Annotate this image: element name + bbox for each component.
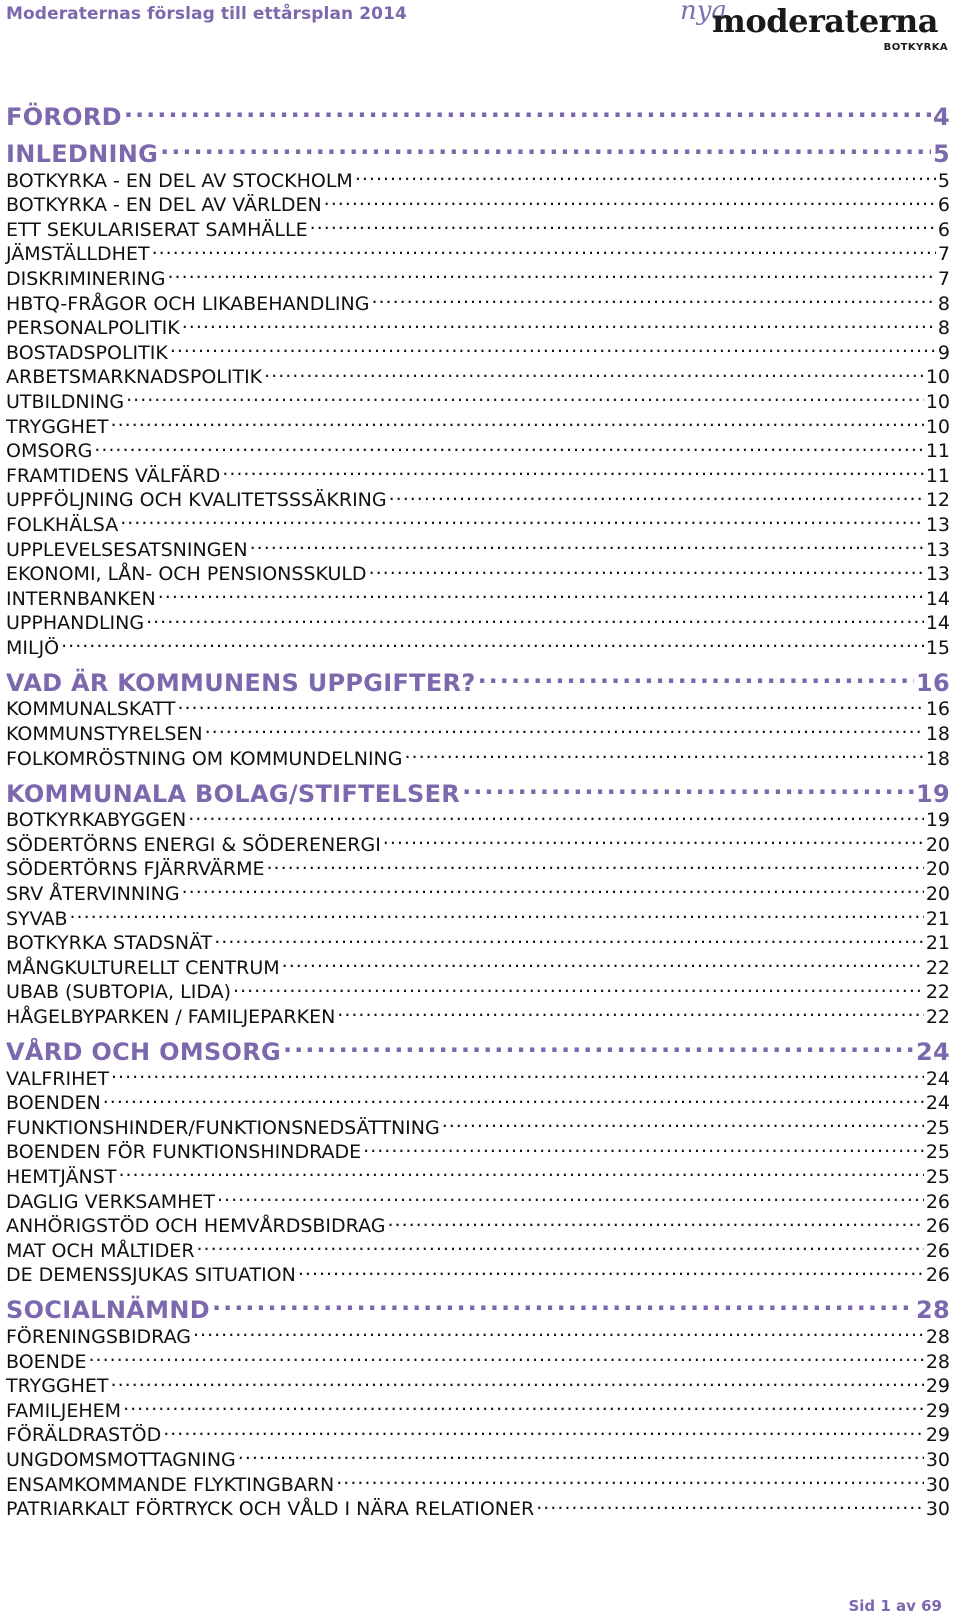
toc-dot-leader bbox=[369, 556, 924, 581]
toc-entry-page: 28 bbox=[925, 1325, 950, 1348]
toc-entry-page: 20 bbox=[925, 883, 950, 906]
toc-dot-leader bbox=[182, 310, 936, 335]
toc-entry-title: VAD ÄR KOMMUNENS UPPGIFTER? bbox=[6, 668, 476, 697]
toc-entry[interactable] bbox=[6, 506, 950, 536]
toc-entry-page: 28 bbox=[925, 1350, 950, 1373]
toc-heading[interactable] bbox=[6, 660, 950, 697]
toc-dot-leader bbox=[120, 506, 924, 531]
toc-entry[interactable] bbox=[6, 457, 950, 487]
toc-entry-title: UTBILDNING bbox=[6, 390, 125, 413]
toc-dot-leader bbox=[212, 1287, 914, 1318]
toc-dot-leader bbox=[193, 1318, 924, 1343]
toc-entry-page: 5 bbox=[937, 169, 950, 192]
toc-entry-title: UPPHANDLING bbox=[6, 612, 145, 635]
toc-entry-title: VÅRD OCH OMSORG bbox=[6, 1038, 282, 1066]
toc-dot-leader bbox=[217, 1183, 924, 1208]
toc-entry-page: 9 bbox=[937, 341, 950, 364]
toc-entry-page: 16 bbox=[916, 668, 950, 697]
toc-entry[interactable] bbox=[6, 1183, 950, 1213]
toc-entry[interactable] bbox=[6, 433, 950, 463]
toc-entry-title: UPPLEVELSESATSNINGEN bbox=[6, 538, 248, 561]
toc-entry-title: FÖRENINGSBIDRAG bbox=[6, 1325, 191, 1348]
toc-entry-title: BOTKYRKA STADSNÄT bbox=[6, 932, 213, 955]
toc-entry-page: 26 bbox=[925, 1190, 950, 1213]
toc-dot-leader bbox=[283, 1029, 914, 1060]
toc-dot-leader bbox=[69, 900, 923, 925]
toc-entry-page: 25 bbox=[925, 1116, 950, 1139]
toc-entry-page: 5 bbox=[933, 140, 950, 168]
toc-entry-page: 16 bbox=[925, 698, 950, 721]
toc-entry-title: HÅGELBYPARKEN / FAMILJEPARKEN bbox=[6, 1006, 336, 1028]
toc-dot-leader bbox=[146, 605, 924, 630]
toc-entry-page: 21 bbox=[925, 907, 950, 930]
toc-dot-leader bbox=[168, 260, 936, 285]
toc-entry-title: DISKRIMINERING bbox=[6, 267, 166, 290]
toc-entry-title: BOENDEN FÖR FUNKTIONSHINDRADE bbox=[6, 1141, 362, 1164]
toc-entry-page: 22 bbox=[925, 956, 950, 979]
toc-dot-leader bbox=[298, 1257, 924, 1282]
toc-entry-title: UBAB (SUBTOPIA, LIDA) bbox=[6, 981, 232, 1004]
toc-dot-leader bbox=[163, 1417, 924, 1442]
toc-entry-title: BOENDEN bbox=[6, 1092, 101, 1115]
toc-dot-leader bbox=[363, 1134, 924, 1159]
toc-entry-title: UPPFÖLJNING OCH KVALITETSSSÄKRING bbox=[6, 489, 387, 512]
toc-dot-leader bbox=[205, 715, 924, 740]
toc-entry[interactable] bbox=[6, 408, 950, 438]
toc-entry-title: HBTQ-FRÅGOR OCH LIKABEHANDLING bbox=[6, 292, 370, 315]
toc-entry[interactable] bbox=[6, 629, 950, 659]
toc-entry-page: 18 bbox=[925, 723, 950, 746]
toc-entry-title: FÖRÄLDRASTÖD bbox=[6, 1424, 162, 1447]
toc-entry-title: SOCIALNÄMND bbox=[6, 1296, 210, 1325]
toc-entry-page: 7 bbox=[937, 267, 950, 290]
toc-dot-leader bbox=[111, 1368, 924, 1393]
toc-entry-page: 30 bbox=[925, 1473, 950, 1496]
toc-entry-page: 10 bbox=[925, 415, 950, 438]
toc-dot-leader bbox=[405, 740, 924, 765]
toc-entry-title: SRV ÅTERVINNING bbox=[6, 883, 180, 906]
toc-entry-title: ARBETSMARKNADSPOLITIK bbox=[6, 366, 263, 389]
toc-heading[interactable] bbox=[6, 1287, 950, 1325]
toc-dot-leader bbox=[123, 1392, 924, 1417]
table-of-contents bbox=[6, 88, 950, 1521]
toc-dot-leader bbox=[250, 531, 924, 556]
toc-entry-title: PERSONALPOLITIK bbox=[6, 317, 180, 340]
toc-entry-page: 29 bbox=[925, 1424, 950, 1447]
toc-dot-leader bbox=[61, 629, 924, 654]
toc-entry-title: UNGDOMSMOTTAGNING bbox=[6, 1448, 236, 1471]
toc-entry-title: BOTKYRKABYGGEN bbox=[6, 809, 187, 832]
toc-entry-page: 22 bbox=[925, 1006, 950, 1028]
toc-entry-title: INLEDNING bbox=[6, 140, 159, 168]
toc-entry-title: KOMMUNALSKATT bbox=[6, 698, 176, 721]
toc-entry-title: BOTKYRKA - EN DEL AV STOCKHOLM bbox=[6, 169, 353, 192]
toc-entry-page: 15 bbox=[925, 636, 950, 659]
toc-entry[interactable] bbox=[6, 605, 950, 635]
toc-dot-leader bbox=[177, 691, 923, 716]
toc-entry-page: 18 bbox=[925, 747, 950, 770]
toc-entry[interactable] bbox=[6, 383, 950, 413]
toc-entry-page: 24 bbox=[916, 1038, 950, 1066]
toc-entry-page: 11 bbox=[925, 440, 950, 463]
toc-dot-leader bbox=[267, 851, 924, 876]
toc-entry-page: 10 bbox=[925, 366, 950, 389]
toc-entry-title: JÄMSTÄLLDHET bbox=[6, 243, 150, 266]
toc-entry-page: 19 bbox=[925, 809, 950, 832]
toc-entry-title: MAT OCH MÅLTIDER bbox=[6, 1239, 195, 1262]
toc-entry-title: VALFRIHET bbox=[6, 1067, 109, 1090]
toc-dot-leader bbox=[462, 771, 914, 802]
toc-entry-page: 20 bbox=[925, 858, 950, 881]
toc-entry[interactable] bbox=[6, 1368, 950, 1398]
page-number: Sid 1 av 69 bbox=[848, 1597, 942, 1615]
toc-entry-title: FRAMTIDENS VÄLFÄRD bbox=[6, 464, 221, 487]
toc-entry-page: 26 bbox=[925, 1215, 950, 1238]
toc-entry-page: 22 bbox=[925, 981, 950, 1004]
toc-dot-leader bbox=[371, 285, 935, 310]
toc-dot-leader bbox=[89, 1343, 924, 1368]
toc-entry[interactable] bbox=[6, 1343, 950, 1373]
toc-dot-leader bbox=[214, 925, 924, 950]
toc-entry-title: ENSAMKOMMANDE FLYKTINGBARN bbox=[6, 1473, 335, 1496]
toc-entry-title: SYVAB bbox=[6, 907, 68, 930]
toc-dot-leader bbox=[337, 998, 924, 1023]
logo-nya-text: nya bbox=[680, 0, 727, 26]
toc-entry-title: FÖRORD bbox=[6, 103, 122, 131]
toc-dot-leader bbox=[442, 1109, 924, 1134]
toc-entry-title: SÖDERTÖRNS ENERGI & SÖDERENERGI bbox=[6, 833, 381, 856]
toc-entry-title: TRYGGHET bbox=[6, 415, 109, 438]
toc-dot-leader bbox=[383, 826, 924, 851]
logo-main-text: moderaterna bbox=[712, 2, 939, 40]
toc-dot-leader bbox=[478, 660, 914, 691]
toc-entry-title: DE DEMENSSJUKAS SITUATION bbox=[6, 1264, 296, 1287]
toc-entry-page: 25 bbox=[925, 1141, 950, 1164]
toc-entry-page: 13 bbox=[925, 563, 950, 586]
toc-entry-page: 21 bbox=[925, 932, 950, 955]
toc-dot-leader bbox=[111, 1060, 924, 1085]
toc-entry-title: PATRIARKALT FÖRTRYCK OCH VÅLD I NÄRA RELATIONER bbox=[6, 1498, 535, 1521]
toc-dot-leader bbox=[324, 187, 936, 212]
toc-entry-title: FUNKTIONSHINDER/FUNKTIONSNEDSÄTTNING bbox=[6, 1116, 440, 1139]
document-title: Moderaternas förslag till ettårsplan 2014 bbox=[6, 4, 407, 24]
page-header bbox=[0, 0, 960, 70]
toc-entry-page: 10 bbox=[925, 390, 950, 413]
toc-entry-page: 13 bbox=[925, 513, 950, 536]
toc-entry[interactable] bbox=[6, 1392, 950, 1422]
toc-entry-title: EKONOMI, LÅN- OCH PENSIONSSKULD bbox=[6, 563, 367, 586]
toc-heading[interactable] bbox=[6, 1029, 950, 1066]
toc-entry-page: 8 bbox=[937, 292, 950, 315]
toc-dot-leader bbox=[103, 1085, 924, 1110]
toc-entry-title: BOSTADSPOLITIK bbox=[6, 341, 168, 364]
toc-entry-page: 13 bbox=[925, 538, 950, 561]
toc-entry-page: 28 bbox=[916, 1296, 950, 1325]
toc-entry-title: TRYGGHET bbox=[6, 1375, 109, 1398]
toc-dot-leader bbox=[111, 408, 924, 433]
moderaterna-logo bbox=[680, 0, 952, 64]
toc-dot-leader bbox=[118, 1158, 923, 1183]
toc-entry[interactable] bbox=[6, 1417, 950, 1447]
toc-entry-page: 11 bbox=[925, 464, 950, 487]
toc-entry-page: 26 bbox=[925, 1239, 950, 1262]
toc-entry-page: 25 bbox=[925, 1165, 950, 1188]
toc-heading[interactable] bbox=[6, 131, 950, 168]
toc-entry-page: 19 bbox=[916, 779, 950, 808]
toc-dot-leader bbox=[310, 211, 936, 236]
toc-dot-leader bbox=[389, 482, 924, 507]
toc-entry[interactable] bbox=[6, 531, 950, 561]
toc-entry-title: MILJÖ bbox=[6, 636, 60, 659]
toc-entry-page: 12 bbox=[925, 489, 950, 512]
toc-entry[interactable] bbox=[6, 900, 950, 930]
toc-entry-title: ANHÖRIGSTÖD OCH HEMVÅRDSBIDRAG bbox=[6, 1215, 386, 1238]
toc-entry[interactable] bbox=[6, 1158, 950, 1188]
logo-sub-text: BOTKYRKA bbox=[883, 42, 948, 53]
toc-entry-page: 24 bbox=[925, 1092, 950, 1115]
toc-dot-leader bbox=[126, 383, 924, 408]
toc-dot-leader bbox=[158, 580, 924, 605]
toc-entry-title: OMSORG bbox=[6, 440, 93, 463]
toc-dot-leader bbox=[222, 457, 924, 482]
toc-entry-page: 20 bbox=[925, 833, 950, 856]
toc-entry[interactable] bbox=[6, 925, 950, 955]
toc-dot-leader bbox=[233, 974, 924, 999]
toc-entry-title: FAMILJEHEM bbox=[6, 1399, 122, 1422]
toc-entry-title: FOLKOMRÖSTNING OM KOMMUNDELNING bbox=[6, 747, 403, 770]
toc-heading[interactable] bbox=[6, 94, 950, 131]
toc-entry-title: BOTKYRKA - EN DEL AV VÄRLDEN bbox=[6, 194, 322, 217]
toc-dot-leader bbox=[124, 94, 931, 125]
toc-entry[interactable] bbox=[6, 1085, 950, 1115]
toc-entry-page: 14 bbox=[925, 587, 950, 610]
toc-dot-leader bbox=[152, 236, 936, 261]
toc-entry-title: MÅNGKULTURELLT CENTRUM bbox=[6, 956, 280, 979]
toc-entry-page: 26 bbox=[925, 1264, 950, 1287]
toc-dot-leader bbox=[387, 1208, 923, 1233]
toc-entry-title: DAGLIG VERKSAMHET bbox=[6, 1190, 215, 1213]
toc-entry-title: INTERNBANKEN bbox=[6, 587, 156, 610]
toc-entry-title: SÖDERTÖRNS FJÄRRVÄRME bbox=[6, 858, 265, 881]
toc-entry-title: KOMMUNSTYRELSEN bbox=[6, 723, 203, 746]
toc-entry-page: 7 bbox=[937, 243, 950, 266]
toc-entry-page: 29 bbox=[925, 1375, 950, 1398]
toc-dot-leader bbox=[336, 1466, 924, 1491]
toc-entry-page: 4 bbox=[933, 103, 950, 131]
toc-entry-page: 30 bbox=[925, 1448, 950, 1471]
toc-dot-leader bbox=[264, 359, 924, 384]
toc-entry-page: 14 bbox=[925, 612, 950, 635]
toc-entry-title: BOENDE bbox=[6, 1350, 87, 1373]
toc-dot-leader bbox=[282, 949, 924, 974]
toc-dot-leader bbox=[536, 1491, 924, 1516]
toc-entry-title: FOLKHÄLSA bbox=[6, 513, 119, 536]
toc-entry-page: 6 bbox=[937, 194, 950, 217]
toc-entry[interactable] bbox=[6, 1109, 950, 1139]
toc-entry-page: 29 bbox=[925, 1399, 950, 1422]
toc-dot-leader bbox=[188, 802, 924, 827]
toc-heading[interactable] bbox=[6, 771, 950, 808]
toc-entry-page: 24 bbox=[925, 1067, 950, 1090]
toc-entry-title: HEMTJÄNST bbox=[6, 1165, 117, 1188]
toc-entry[interactable] bbox=[6, 1060, 950, 1090]
toc-dot-leader bbox=[197, 1232, 924, 1257]
toc-dot-leader bbox=[170, 334, 936, 359]
toc-entry-title: KOMMUNALA BOLAG/STIFTELSER bbox=[6, 779, 461, 808]
toc-entry-title: ETT SEKULARISERAT SAMHÄLLE bbox=[6, 218, 308, 241]
toc-entry-page: 6 bbox=[937, 218, 950, 241]
toc-dot-leader bbox=[94, 433, 924, 458]
toc-entry-page: 8 bbox=[937, 317, 950, 340]
toc-dot-leader bbox=[182, 875, 924, 900]
toc-entry-page: 30 bbox=[925, 1498, 950, 1521]
toc-dot-leader bbox=[238, 1441, 924, 1466]
toc-dot-leader bbox=[160, 131, 931, 162]
toc-dot-leader bbox=[355, 162, 936, 187]
